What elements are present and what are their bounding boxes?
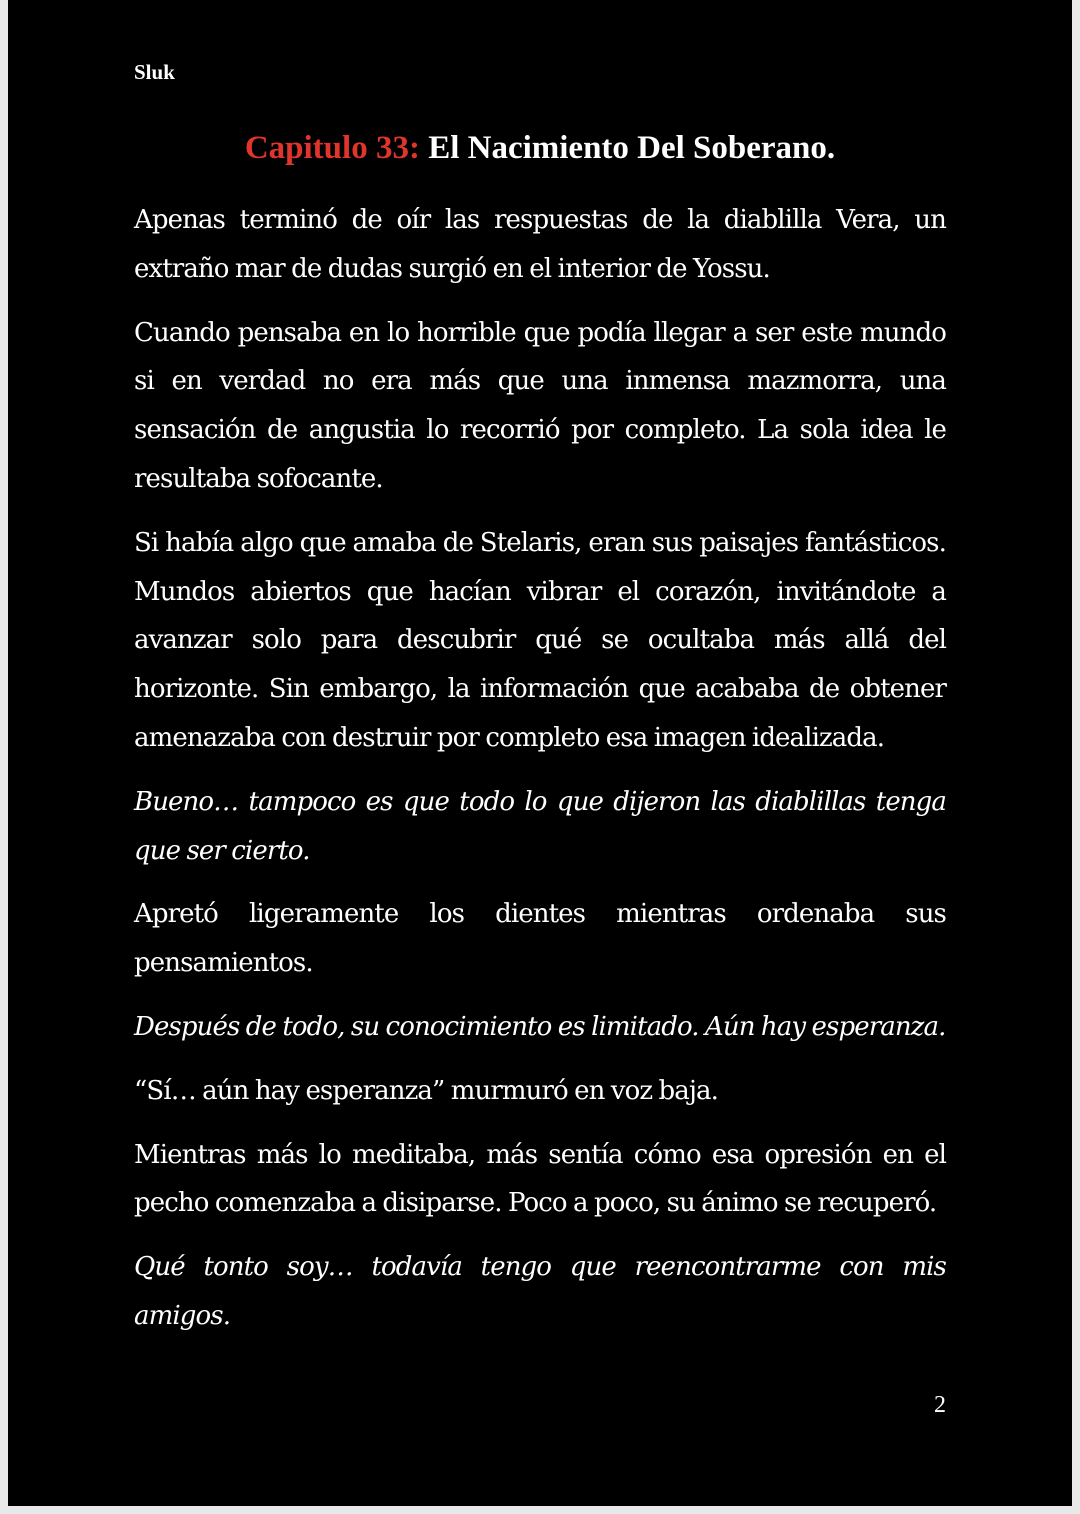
paragraph-7-dialogue: “Sí… aún hay esperanza” murmuró en voz baja. [134, 1075, 718, 1106]
paragraph-1: Apenas terminó de oír las respuestas de la diablilla Vera, un extraño mar de dudas surgió en el interior de Yossu. [134, 205, 946, 284]
paragraph-4-thought: Bueno… tampoco es que todo lo que dijeron las diablillas tenga que ser cierto. [134, 786, 946, 866]
chapter-body [134, 196, 946, 1356]
paragraph-3: Si había algo que amaba de Stelaris, eran sus paisajes fantásticos. Mundos abiertos que hacían vibrar el corazón, invitándote a avanzar solo para descubrir qué se ocultaba más allá del horizonte. Sin embargo, la información que acababa de obtener amenazaba con destruir por completo esa imagen idealizada. [134, 527, 946, 753]
running-header-author: Sluk [134, 60, 175, 84]
paragraph-6-thought: Después de todo, su conocimiento es limitado. Aún hay esperanza. [134, 1011, 946, 1042]
page-number: 2 [934, 1392, 946, 1418]
paragraph-8: Mientras más lo meditaba, más sentía cómo esa opresión en el pecho comenzaba a disiparse. Poco a poco, su ánimo se recuperó. [134, 1139, 946, 1219]
chapter-number-label: Capitulo 33: [244, 130, 420, 166]
chapter-name: El Nacimiento Del Soberano. [428, 130, 836, 166]
paragraph-9-thought: Qué tonto soy… todavía tengo que reencontrarme con mis amigos. [134, 1252, 946, 1331]
document-page [8, 0, 1072, 1506]
paragraph-2: Cuando pensaba en lo horrible que podía llegar a ser este mundo si en verdad no era más que una inmensa mazmorra, una sensación de angustia lo recorrió por completo. La sola idea le resultaba sofocante. [134, 317, 946, 494]
chapter-title [134, 126, 946, 170]
paragraph-5: Apretó ligeramente los dientes mientras ordenaba sus pensamientos. [134, 899, 946, 979]
